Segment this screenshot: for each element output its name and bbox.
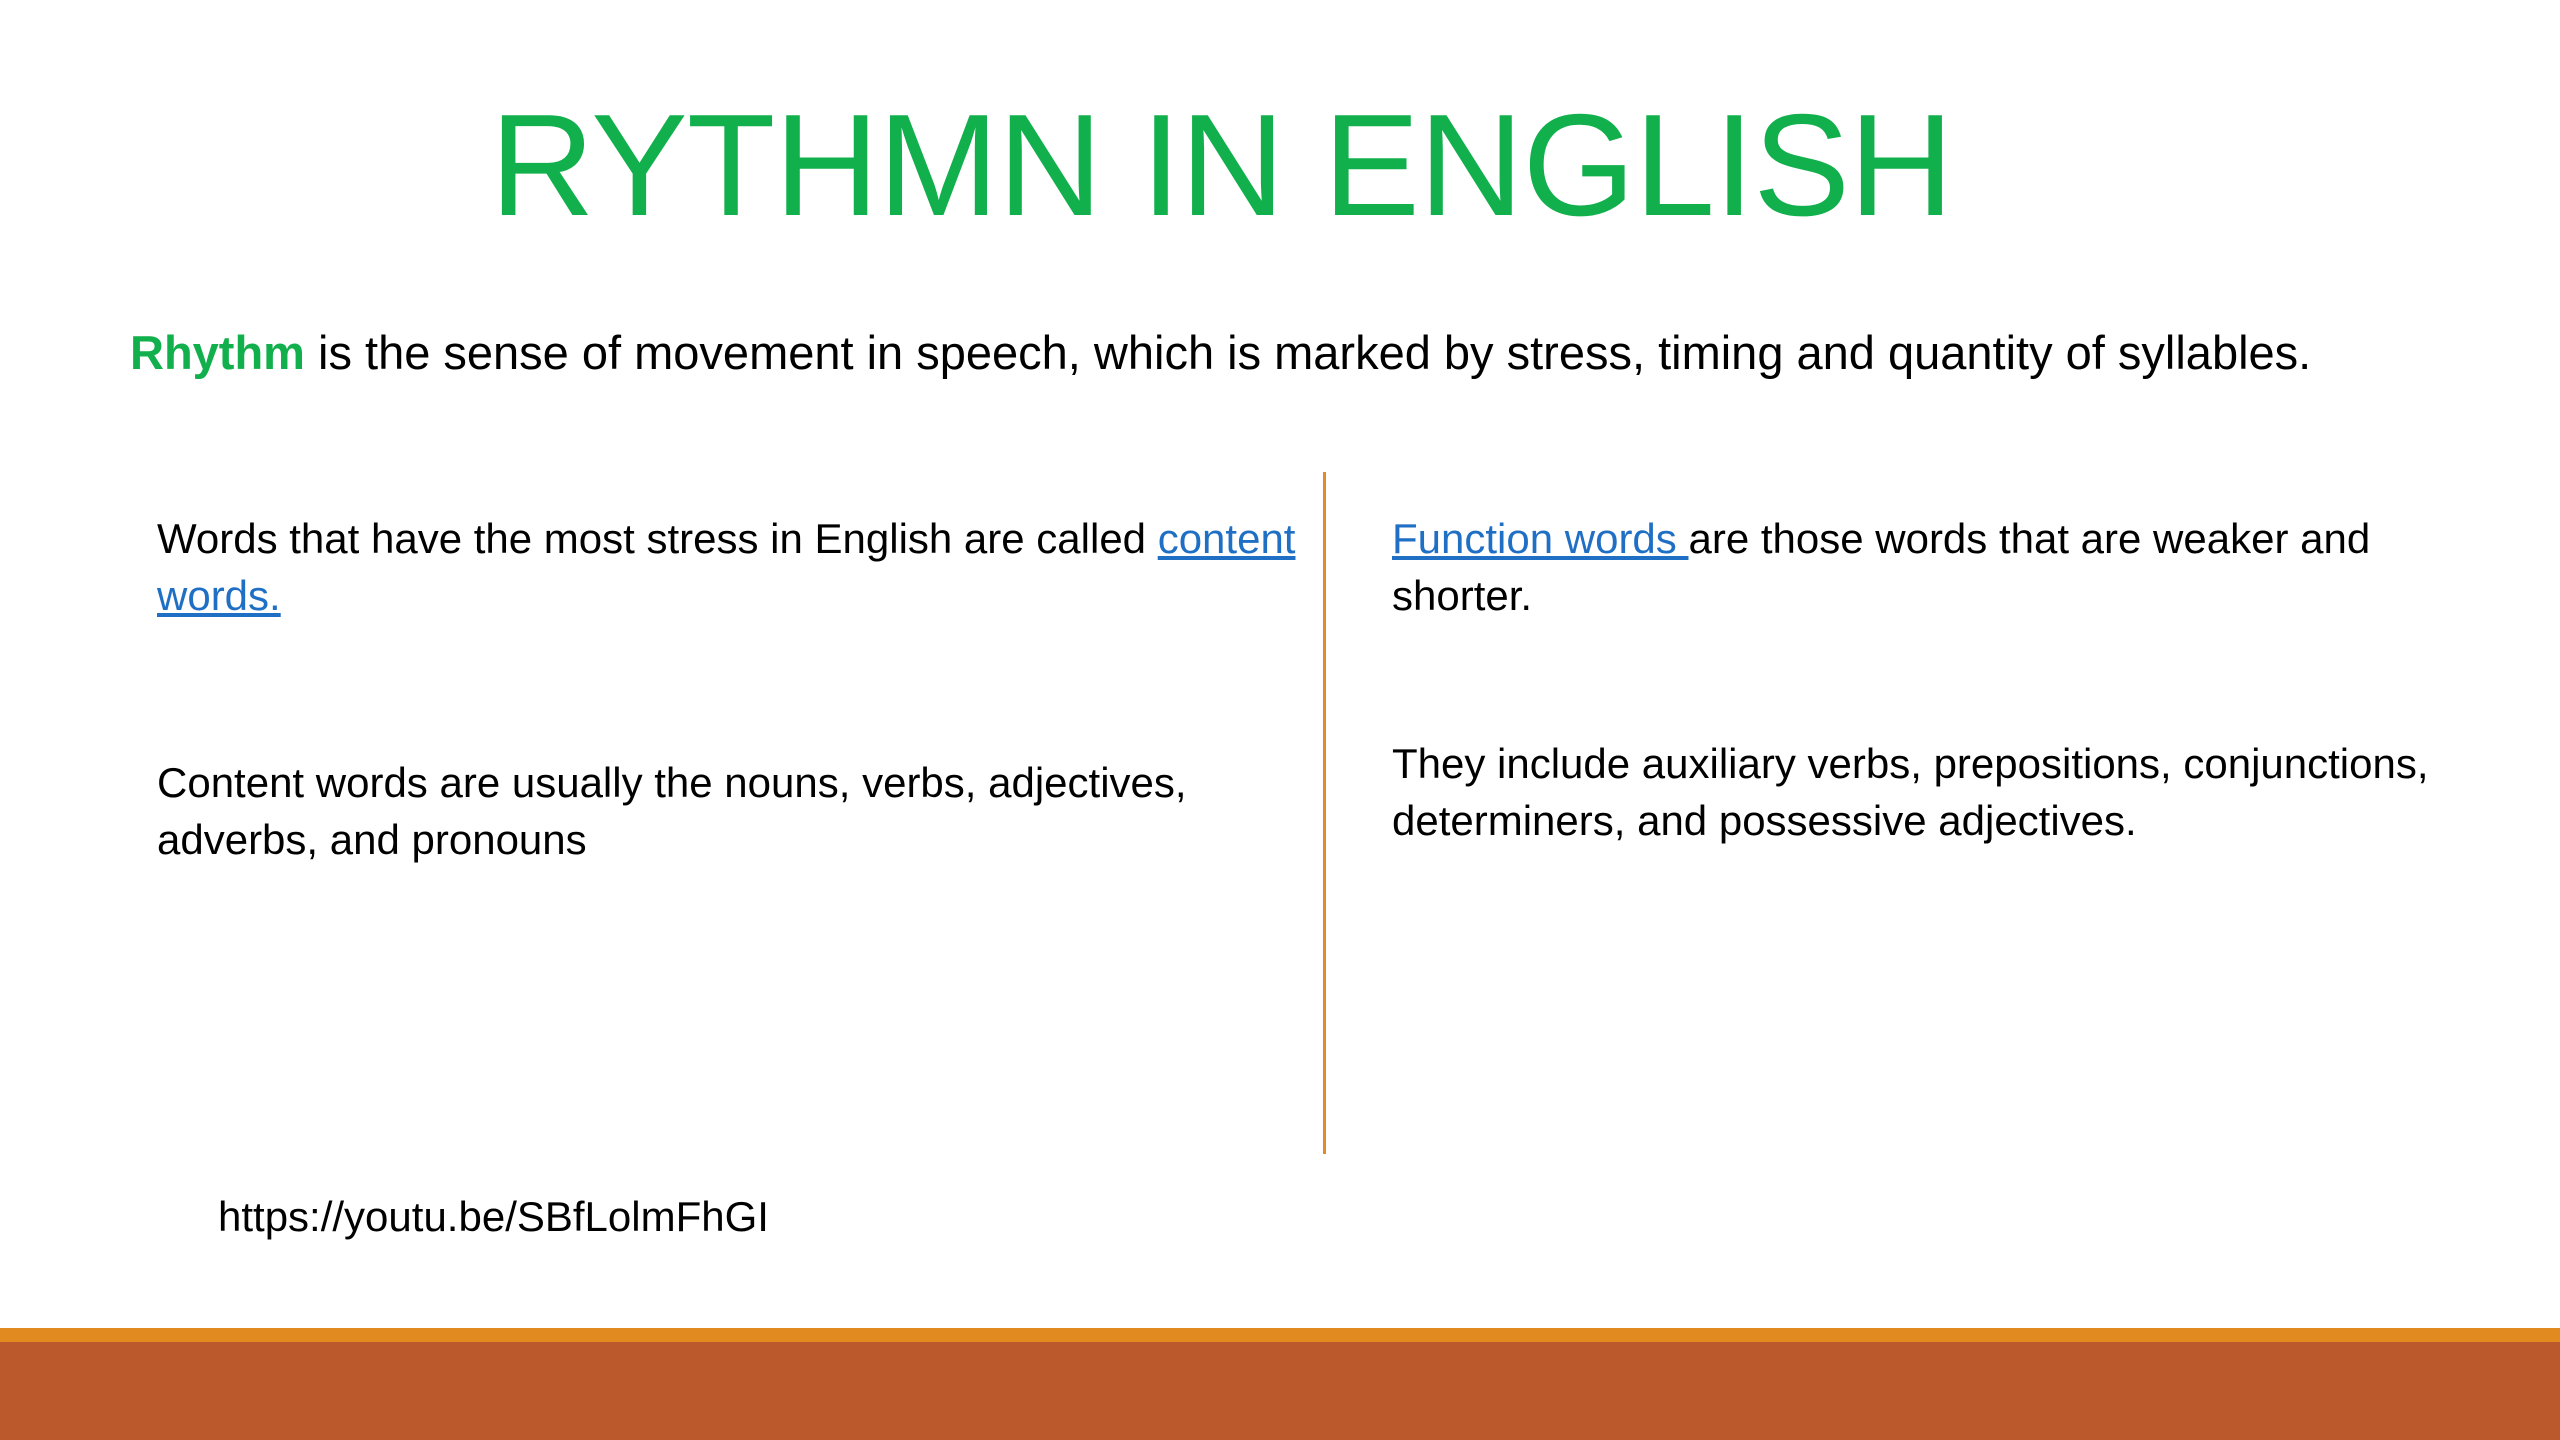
definition-line	[130, 322, 2490, 383]
left-para-1-text: Words that have the most stress in English are called	[157, 515, 1158, 562]
footer-bar	[0, 1342, 2560, 1440]
slide-title: RYTHMN IN ENGLISH	[490, 84, 1953, 246]
definition-term: Rhythm	[130, 326, 305, 379]
right-para-1-text: are those words that are weaker and shorter.	[1392, 515, 2371, 619]
right-para-2: They include auxiliary verbs, prepositions, conjunctions, determiners, and possessive adjectives.	[1392, 740, 2429, 844]
content-words-link[interactable]: content words.	[157, 515, 1296, 619]
left-para-2: Content words are usually the nouns, verbs, adjectives, adverbs, and pronouns	[157, 759, 1187, 863]
source-url: https://youtu.be/SBfLolmFhGI	[218, 1193, 769, 1240]
left-column	[157, 510, 1307, 868]
left-para-1	[157, 510, 1307, 624]
column-divider	[1323, 472, 1326, 1154]
footer-accent-line	[0, 1328, 2560, 1342]
function-words-link[interactable]: Function words	[1392, 515, 1689, 562]
right-column	[1392, 510, 2492, 849]
definition-text: is the sense of movement in speech, which is marked by stress, timing and quantity of syllables.	[304, 326, 2312, 379]
right-para-1	[1392, 510, 2492, 624]
